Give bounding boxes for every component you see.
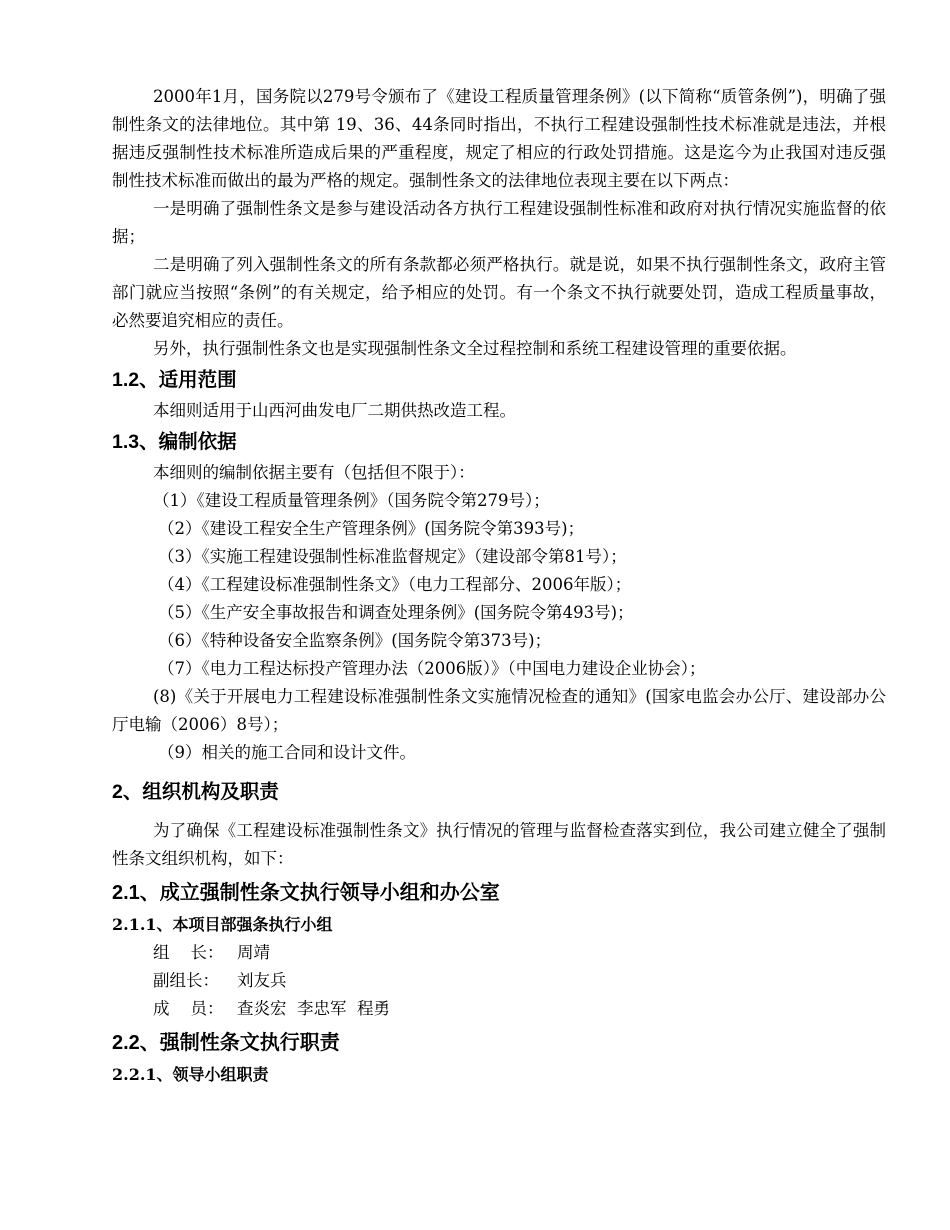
- intro-paragraph-4: 另外，执行强制性条文也是实现强制性条文全过程控制和系统工程建设管理的重要依据。: [153, 339, 797, 358]
- section-2-text: 为了确保《工程建设标准强制性条文》执行情况的管理与监督检查落实到位，我公司建立健全了强制性条文组织机构，如下：: [112, 821, 886, 868]
- section-1-2-heading: 1.2、适用范围: [112, 369, 237, 391]
- basis-list-item: （3）《实施工程建设强制性标准监督规定》（建设部令第81号）；: [158, 547, 627, 566]
- member-role: 组 长：: [153, 943, 224, 962]
- member-names: 刘友兵: [237, 971, 287, 990]
- section-1-2-text: 本细则适用于山西河曲发电厂二期供热改造工程。: [153, 401, 516, 420]
- member-role: 成 员：: [153, 999, 224, 1018]
- section-2-heading: 2、组织机构及职责: [112, 781, 279, 803]
- member-row-leader: [112, 939, 886, 967]
- member-names: 查炎宏 李忠军 程勇: [237, 999, 390, 1018]
- section-1-3-lead: 本细则的编制依据主要有（包括但不限于）：: [153, 463, 475, 482]
- intro-paragraph-3: 二是明确了列入强制性条文的所有条款都必须严格执行。就是说，如果不执行强制性条文，政府主管部门就应当按照“条例”的有关规定，给予相应的处罚。有一个条文不执行就要处罚，造成工程质量事故，必然要追究相应的责任。: [112, 255, 886, 330]
- member-names: 周靖: [237, 943, 270, 962]
- basis-list-item: （2）《建设工程安全生产管理条例》(国务院令第393号)；: [158, 519, 585, 538]
- member-row-deputy: [112, 967, 886, 995]
- section-2-2-heading: 2.2、强制性条文执行职责: [112, 1032, 340, 1054]
- basis-list-item: （9）相关的施工合同和设计文件。: [158, 743, 416, 762]
- basis-list-item: （1）《建设工程质量管理条例》（国务院令第279号）；: [153, 491, 550, 510]
- basis-list-item: (8)《关于开展电力工程建设标准强制性条文实施情况检查的通知》(国家电监会办公厅、建设部办公厅电输（2006）8号）；: [112, 687, 886, 734]
- section-2-1-heading: 2.1、成立强制性条文执行领导小组和办公室: [112, 882, 500, 904]
- section-1-3-heading: 1.3、编制依据: [112, 431, 237, 453]
- basis-list-item: （4）《工程建设标准强制性条文》（电力工程部分、2006年版）；: [158, 575, 632, 594]
- basis-list-item: （6）《特种设备安全监察条例》(国务院令第373号)；: [158, 631, 552, 650]
- member-role: 副组长：: [153, 971, 219, 990]
- intro-paragraph-1: 2000年1月，国务院以279号令颁布了《建设工程质量管理条例》(以下简称“质管条例”)，明确了强制性条文的法律地位。其中第 19、36、44条同时指出，不执行工程建设强制性技术标准就是违法，并根据违反强制性技术标准所造成后果的严重程度，规定了相应的行政处罚措施。这是迄今为止我国对违反强制性技术标准而做出的最为严格的规定。强制性条文的法律地位表现主要在以下两点：: [112, 87, 886, 190]
- section-2-1-1-heading: 2.1.1、本项目部强条执行小组: [112, 915, 333, 934]
- member-row-members: [112, 995, 886, 1023]
- basis-list-item: （7）《电力工程达标投产管理办法（2006版）》（中国电力建设企业协会）；: [158, 659, 706, 678]
- document-page: [112, 83, 886, 1089]
- intro-paragraph-2: 一是明确了强制性条文是参与建设活动各方执行工程建设强制性标准和政府对执行情况实施监督的依据；: [112, 199, 886, 246]
- section-2-2-1-heading: 2.2.1、领导小组职责: [112, 1065, 269, 1084]
- basis-list-item: （5）《生产安全事故报告和调查处理条例》(国务院令第493号)；: [158, 603, 634, 622]
